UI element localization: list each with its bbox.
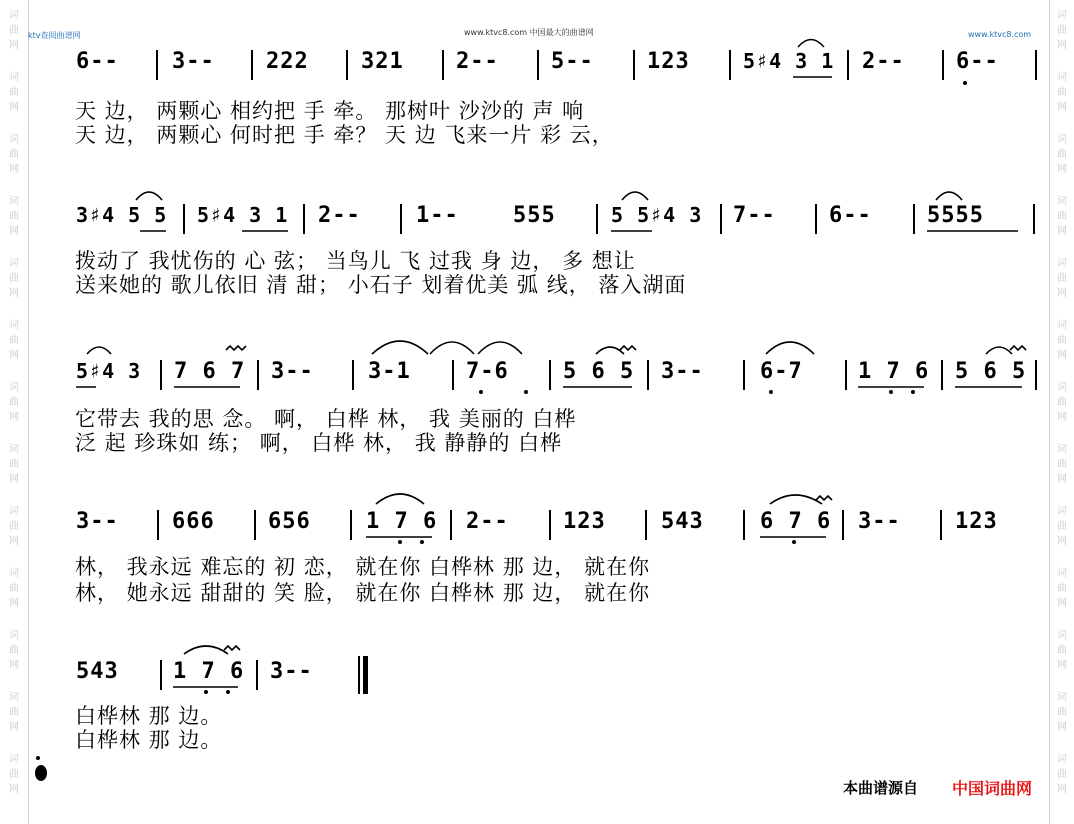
watermark-char: 曲 (9, 149, 19, 160)
page-mark-dot (35, 765, 47, 781)
watermark-char: 曲 (1057, 273, 1067, 284)
watermark-char: 网 (1057, 350, 1067, 361)
bar-2-5: 555 (513, 203, 556, 228)
watermark-char: 曲 (9, 397, 19, 408)
watermark-right-url: www.ktvc8.com (968, 30, 1032, 39)
lyric-row-5-verse-2: 白桦林 那 边。 (75, 728, 223, 752)
watermark-char: 词 (1057, 196, 1067, 207)
watermark-char: 网 (1057, 536, 1067, 547)
bar-4-5: 2-- (466, 509, 509, 534)
source-brand-link[interactable]: 中国词曲网 (952, 779, 1033, 798)
watermark-char: 词 (9, 754, 19, 765)
watermark-char: 网 (9, 474, 19, 485)
watermark-char: 词 (1057, 10, 1067, 21)
watermark-char: 网 (9, 164, 19, 175)
watermark-char: 曲 (9, 521, 19, 532)
bar-1-3: 222 (266, 49, 309, 74)
watermark-char: 曲 (9, 335, 19, 346)
watermark-char: 词 (1057, 258, 1067, 269)
bar-5-3: 3-- (270, 659, 313, 684)
watermark-char: 曲 (1057, 397, 1067, 408)
watermark-char: 词 (9, 444, 19, 455)
watermark-char: 曲 (1057, 769, 1067, 780)
watermark-char: 词 (9, 196, 19, 207)
bar-4-6: 123 (563, 509, 606, 534)
bar-2-8: 6-- (829, 203, 872, 228)
bar-4-1: 3-- (76, 509, 119, 534)
slur (936, 192, 962, 200)
watermark-char: 网 (9, 660, 19, 671)
bar-1-2: 3-- (172, 49, 215, 74)
watermark-char: 网 (1057, 102, 1067, 113)
bar-4-9: 3-- (858, 509, 901, 534)
watermark-char: 词 (9, 258, 19, 269)
watermark-char: 词 (1057, 134, 1067, 145)
mordent-ornament (1010, 346, 1026, 350)
bar-5-1: 543 (76, 659, 119, 684)
bar-2-1: 3♯4 5 5 (76, 203, 168, 227)
mordent-ornament (226, 346, 246, 350)
lyric-row-4-verse-2: 林， 她永远 甜甜的 笑 脸， 就在你 白桦林 那 边， 就在你 (75, 581, 651, 605)
bar-5-2: 1 7 6 (173, 659, 245, 684)
bar-4-7: 543 (661, 509, 704, 534)
watermark-char: 网 (9, 102, 19, 113)
bar-1-10: 6-- (956, 49, 999, 74)
watermark-center-text: www.ktvc8.com 中国最大的曲谱网 (464, 28, 594, 37)
watermark-char: 网 (1057, 412, 1067, 423)
slur (766, 342, 814, 354)
watermark-char: 词 (9, 10, 19, 21)
watermark-char: 网 (9, 598, 19, 609)
lower-octave-dot (398, 540, 402, 544)
bar-1-1: 6-- (76, 49, 119, 74)
bar-4-10: 123 (955, 509, 998, 534)
bar-2-9: 5555 (927, 203, 984, 228)
watermark-char: 曲 (9, 273, 19, 284)
slur (376, 494, 424, 504)
bar-3-5: 7-6 (466, 359, 509, 384)
slur (986, 347, 1012, 354)
watermark-char: 网 (1057, 40, 1067, 51)
bar-2-3: 2-- (318, 203, 361, 228)
lower-octave-dot (226, 690, 230, 694)
watermark-char: 词 (1057, 630, 1067, 641)
watermark-char: 词 (9, 134, 19, 145)
lower-octave-dot (963, 81, 967, 85)
mordent-ornament (816, 496, 832, 500)
watermark-char: 曲 (1057, 521, 1067, 532)
bar-3-8: 6-7 (760, 359, 803, 384)
watermark-char: 网 (1057, 598, 1067, 609)
watermark-char: 曲 (9, 583, 19, 594)
watermark-char: 曲 (9, 769, 19, 780)
bar-2-6: 5 5♯4 3 (611, 203, 703, 227)
watermark-char: 词 (1057, 692, 1067, 703)
slur (184, 646, 228, 654)
watermark-char: 网 (9, 226, 19, 237)
page-mark-dot (36, 756, 40, 760)
mordent-ornament (224, 646, 240, 650)
bar-3-2: 7 6 7 (174, 359, 246, 384)
watermark-char: 网 (1057, 722, 1067, 733)
bar-1-8: 5♯4 3 1 (743, 49, 835, 73)
watermark-char: 网 (1057, 660, 1067, 671)
watermark-char: 曲 (1057, 87, 1067, 98)
bar-3-3: 3-- (271, 359, 314, 384)
bar-3-9: 1 7 6 (858, 359, 930, 384)
watermark-char: 网 (9, 288, 19, 299)
bar-3-4: 3-1 (368, 359, 411, 384)
watermark-char: 网 (1057, 288, 1067, 299)
bar-3-6: 5 6 5 (563, 359, 635, 384)
watermark-char: 词 (1057, 444, 1067, 455)
watermark-char: 曲 (9, 645, 19, 656)
bar-3-7: 3-- (661, 359, 704, 384)
watermark-char: 词 (9, 630, 19, 641)
slur (770, 495, 822, 504)
bar-1-9: 2-- (862, 49, 905, 74)
watermark-char: 曲 (1057, 211, 1067, 222)
bar-2-4: 1-- (416, 203, 459, 228)
slur (372, 341, 428, 354)
slur (798, 40, 824, 48)
bar-1-6: 5-- (551, 49, 594, 74)
watermark-char: 曲 (9, 211, 19, 222)
lyric-row-3-verse-2: 泛 起 珍珠如 练； 啊， 白桦 林， 我 静静的 白桦 (75, 431, 563, 455)
watermark-char: 网 (9, 350, 19, 361)
watermark-char: 网 (1057, 164, 1067, 175)
lower-octave-dot (420, 540, 424, 544)
lower-octave-dot (769, 390, 773, 394)
watermark-char: 网 (1057, 226, 1067, 237)
source-label: 本曲谱源自 (843, 779, 919, 797)
lyric-row-1-verse-2: 天 边， 两颗心 何时把 手 牵？ 天 边 飞来一片 彩 云， (75, 123, 614, 147)
watermark-char: 词 (1057, 320, 1067, 331)
watermark-char: 曲 (1057, 459, 1067, 470)
watermark-char: 网 (9, 40, 19, 51)
bar-3-1: 5♯4 3 (76, 359, 142, 383)
bar-3-10: 5 6 5 (955, 359, 1027, 384)
bar-2-7: 7-- (733, 203, 776, 228)
lyric-row-5-verse-1: 白桦林 那 边。 (75, 704, 223, 728)
lower-octave-dot (911, 390, 915, 394)
watermark-char: 曲 (9, 87, 19, 98)
slur (87, 347, 111, 354)
lyric-row-4-verse-1: 林， 我永远 难忘的 初 恋， 就在你 白桦林 那 边， 就在你 (75, 555, 651, 579)
lower-octave-dot (479, 390, 483, 394)
watermark-char: 曲 (9, 459, 19, 470)
watermark-char: 词 (9, 692, 19, 703)
bar-4-8: 6 7 6 (760, 509, 832, 534)
watermark-char: 曲 (9, 707, 19, 718)
bar-4-2: 666 (172, 509, 215, 534)
watermark-char: 网 (1057, 784, 1067, 795)
watermark-char: 词 (9, 382, 19, 393)
watermark-char: 词 (1057, 506, 1067, 517)
watermark-char: 词 (1057, 568, 1067, 579)
watermark-char: 网 (1057, 474, 1067, 485)
watermark-char: 曲 (1057, 25, 1067, 36)
lyric-row-2-verse-1: 拨动了 我忧伤的 心 弦； 当鸟儿 飞 过我 身 边， 多 想让 (75, 249, 636, 273)
lower-octave-dot (524, 390, 528, 394)
lyric-row-1-verse-1: 天 边， 两颗心 相约把 手 牵。 那树叶 沙沙的 声 响 (75, 99, 585, 123)
lyric-row-2-verse-2: 送来她的 歌儿依旧 清 甜； 小石子 划着优美 弧 线， 落入湖面 (75, 273, 687, 297)
bar-1-5: 2-- (456, 49, 499, 74)
watermark-char: 词 (1057, 72, 1067, 83)
watermark-char: 曲 (1057, 149, 1067, 160)
watermark-char: 曲 (1057, 707, 1067, 718)
bar-1-4: 321 (361, 49, 404, 74)
bar-2-2: 5♯4 3 1 (197, 203, 289, 227)
lower-octave-dot (889, 390, 893, 394)
slur (596, 347, 624, 354)
lower-octave-dot (204, 690, 208, 694)
watermark-char: 词 (9, 506, 19, 517)
watermark-char: 曲 (1057, 645, 1067, 656)
watermark-char: 曲 (1057, 335, 1067, 346)
watermark-char: 曲 (9, 25, 19, 36)
mordent-ornament (620, 346, 636, 350)
watermark-char: 曲 (1057, 583, 1067, 594)
bar-1-7: 123 (647, 49, 690, 74)
bar-4-3: 656 (268, 509, 311, 534)
watermark-char: 词 (9, 320, 19, 331)
slur (478, 342, 522, 354)
slur (430, 342, 474, 354)
lower-octave-dot (792, 540, 796, 544)
lyric-row-3-verse-1: 它带去 我的思 念。 啊， 白桦 林， 我 美丽的 白桦 (75, 407, 577, 431)
bar-4-4: 1 7 6 (366, 509, 438, 534)
watermark-char: 词 (9, 568, 19, 579)
watermark-left-url: ktv查阅曲谱网 (28, 31, 81, 40)
watermark-char: 网 (9, 536, 19, 547)
watermark-char: 网 (9, 784, 19, 795)
slur (136, 192, 162, 200)
watermark-char: 网 (9, 722, 19, 733)
watermark-char: 词 (9, 72, 19, 83)
watermark-char: 词 (1057, 754, 1067, 765)
watermark-char: 词 (1057, 382, 1067, 393)
slur (622, 192, 648, 200)
watermark-char: 网 (9, 412, 19, 423)
